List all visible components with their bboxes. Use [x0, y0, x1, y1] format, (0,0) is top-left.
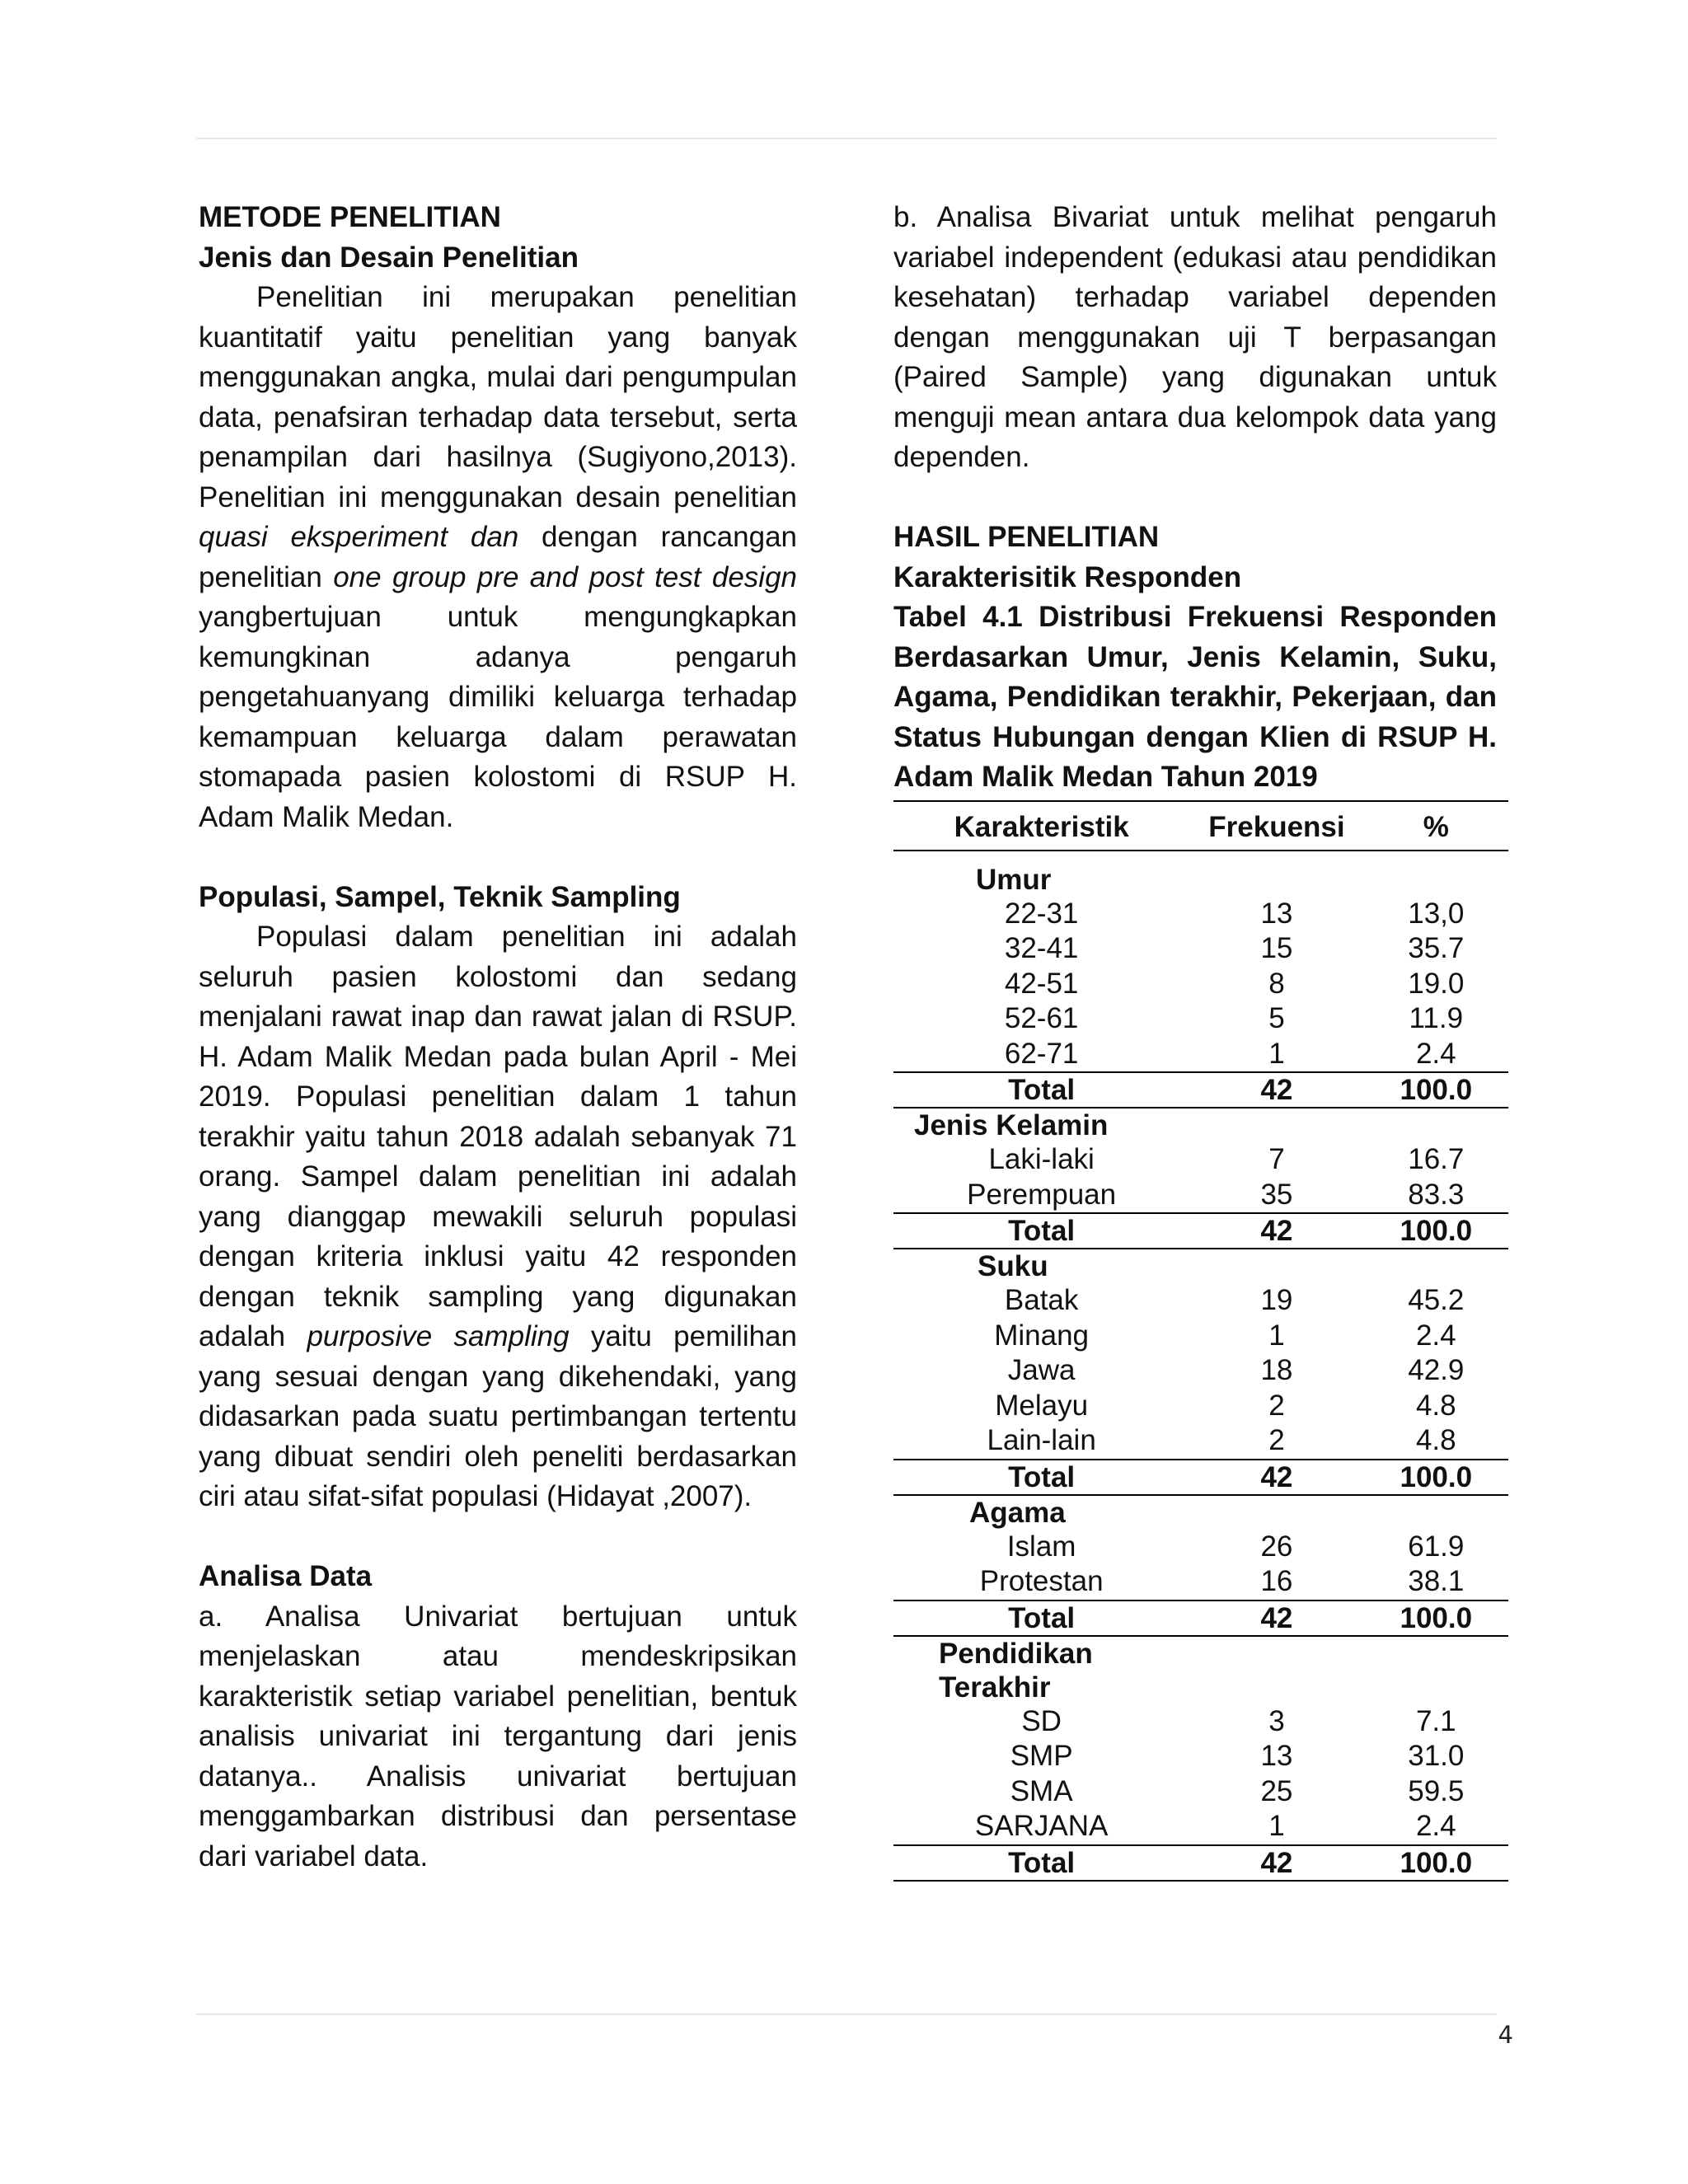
row-percent: 35.7: [1408, 932, 1465, 964]
total-row: [893, 1460, 1508, 1495]
group-row: [893, 1108, 1508, 1142]
analisa-bivariat-paragraph: b. Analisa Bivariat untuk melihat pengaruh variabel independent (edukasi atau pendidikan kesehatan) terhadap variabel dependen dengan menggunakan uji T berpasangan (Paired Sample) yang digunakan untuk menguji mean antara dua kelompok data yang dependen.: [893, 201, 1497, 473]
row-frequency: 13: [1260, 1740, 1293, 1772]
populasi-subheading: Populasi, Sampel, Teknik Sampling: [199, 880, 681, 913]
group-row: [893, 1495, 1508, 1530]
row-percent: 83.3: [1408, 1178, 1465, 1211]
table-row: [893, 1530, 1508, 1565]
table-row: [893, 1142, 1508, 1178]
row-category: 52-61: [1004, 1002, 1079, 1034]
total-percent: 100.0: [1364, 1213, 1508, 1249]
row-percent: 42.9: [1408, 1354, 1465, 1386]
total-frequency: 42: [1189, 1845, 1363, 1881]
row-frequency: 1: [1268, 1037, 1285, 1070]
row-category: SMA: [1010, 1774, 1073, 1807]
total-label: Total: [893, 1213, 1189, 1249]
total-percent: 100.0: [1364, 1460, 1508, 1495]
total-row: [893, 1213, 1508, 1249]
populasi-paragraph: Populasi dalam penelitian ini adalah seluruh pasien kolostomi dan sedang menjalani rawat inap dan rawat jalan di RSUP. H. Adam Malik Medan pada bulan April - Mei 2019. Populasi penelitian dalam 1 tahun terakhir yaitu tahun 2018 adalah sebanyak 71 orang. Sampel dalam penelitian ini adalah yang dianggap mewakili seluruh populasi dengan kriteria inklusi yaitu 42 responden dengan teknik sampling yang digunakan adalah purposive sampling yaitu pemilihan yang sesuai dengan yang dikehendaki, yang didasarkan pada suatu pertimbangan tertentu yang dibuat sendiri oleh peneliti berdasarkan ciri atau sifat-sifat populasi (Hidayat ,2007).: [199, 921, 797, 1512]
row-category: Minang: [994, 1319, 1090, 1352]
table-row: [893, 1423, 1508, 1460]
row-frequency: 1: [1268, 1810, 1285, 1842]
table-row: [893, 1037, 1508, 1073]
row-percent: 4.8: [1415, 1389, 1456, 1422]
row-frequency: 19: [1260, 1284, 1293, 1316]
total-percent: 100.0: [1364, 1601, 1508, 1636]
row-category: SMP: [1010, 1740, 1073, 1772]
total-row: [893, 1072, 1508, 1108]
row-category: Jawa: [1007, 1354, 1076, 1386]
group-label: Jenis Kelamin: [914, 1109, 1109, 1141]
row-percent: 38.1: [1408, 1565, 1465, 1597]
row-percent: 7.1: [1415, 1704, 1456, 1737]
table-row: [893, 897, 1508, 932]
group-row: [893, 1249, 1508, 1283]
total-frequency: 42: [1189, 1601, 1363, 1636]
row-percent: 2.4: [1415, 1319, 1456, 1352]
row-percent: 2.4: [1415, 1037, 1456, 1070]
row-percent: 61.9: [1408, 1530, 1465, 1563]
row-frequency: 13: [1260, 897, 1293, 930]
page-number: 4: [1498, 2021, 1513, 2049]
row-frequency: 3: [1268, 1704, 1285, 1737]
table-row: [893, 1739, 1508, 1774]
hasil-heading: HASIL PENELITIAN: [893, 521, 1160, 553]
row-frequency: 16: [1260, 1565, 1293, 1597]
row-frequency: 1: [1268, 1319, 1285, 1352]
row-category: 42-51: [1004, 967, 1079, 1000]
table-header-row: [893, 801, 1508, 851]
row-frequency: 8: [1268, 967, 1285, 1000]
jenis-subheading: Jenis dan Desain Penelitian: [199, 241, 579, 274]
row-percent: 4.8: [1415, 1424, 1456, 1456]
group-row: [893, 1636, 1508, 1704]
total-row: [893, 1845, 1508, 1881]
group-label: Agama: [969, 1496, 1066, 1529]
table-row: [893, 1283, 1508, 1319]
row-category: Melayu: [995, 1389, 1089, 1422]
row-frequency: 7: [1268, 1143, 1285, 1175]
table-row: [893, 1774, 1508, 1810]
total-percent: 100.0: [1364, 1845, 1508, 1881]
row-percent: 19.0: [1408, 967, 1465, 1000]
row-percent: 11.9: [1409, 1002, 1464, 1034]
jenis-paragraph: Penelitian ini merupakan penelitian kuantitatif yaitu penelitian yang banyak menggunakan angka, mulai dari pengumpulan data, penafsiran terhadap data tersebut, serta penampilan dari hasilnya (Sugiyono,2013). Penelitian ini menggunakan desain penelitian quasi eksperiment dan dengan rancangan penelitian one group pre and post test design yangbertujuan untuk mengungkapkan kemungkinan adanya pengaruh pengetahuanyang dimiliki keluarga terhadap kemampuan keluarga dalam perawatan stomapada pasien kolostomi di RSUP H. Adam Malik Medan.: [199, 281, 797, 833]
total-label: Total: [893, 1845, 1189, 1881]
row-percent: 13,0: [1408, 897, 1465, 930]
table-row: [893, 1001, 1508, 1037]
row-frequency: 18: [1260, 1354, 1293, 1386]
table-row: [893, 1353, 1508, 1389]
respondent-distribution-table: [893, 800, 1508, 1882]
right-column: [893, 198, 1497, 1882]
table-caption: Tabel 4.1 Distribusi Frekuensi Responden Berdasarkan Umur, Jenis Kelamin, Suku, Agama, Pendidikan terakhir, Pekerjaan, dan Status Hubungan dengan Klien di RSUP H. Adam Malik Medan Tahun 2019: [893, 601, 1497, 793]
header-karakteristik: Karakteristik: [893, 801, 1189, 851]
group-label: Pendidikan Terakhir: [939, 1637, 1093, 1704]
table-row: [893, 1389, 1508, 1424]
total-frequency: 42: [1189, 1072, 1363, 1108]
table-row: [893, 1704, 1508, 1740]
karakteristik-subheading: Karakterisitik Responden: [893, 560, 1242, 593]
group-row: [893, 863, 1508, 897]
group-label: Suku: [978, 1250, 1048, 1282]
row-category: 22-31: [1004, 897, 1079, 930]
total-frequency: 42: [1189, 1460, 1363, 1495]
footer-rule: [196, 2013, 1497, 2015]
row-frequency: 2: [1268, 1424, 1285, 1456]
row-category: 32-41: [1004, 932, 1079, 964]
row-category: Laki-laki: [988, 1143, 1095, 1175]
total-frequency: 42: [1189, 1213, 1363, 1249]
row-percent: 2.4: [1415, 1810, 1456, 1842]
table-row: [893, 1319, 1508, 1354]
analisa-subheading: Analisa Data: [199, 1560, 373, 1592]
row-category: 62-71: [1004, 1037, 1079, 1070]
total-label: Total: [893, 1460, 1189, 1495]
metode-heading: METODE PENELITIAN: [199, 201, 501, 233]
header-percent: %: [1364, 801, 1508, 851]
row-category: Islam: [1006, 1530, 1076, 1563]
header-frekuensi: Frekuensi: [1189, 801, 1363, 851]
total-label: Total: [893, 1072, 1189, 1108]
row-category: SARJANA: [974, 1810, 1109, 1842]
row-frequency: 35: [1260, 1178, 1293, 1211]
row-frequency: 26: [1260, 1530, 1293, 1563]
row-percent: 31.0: [1408, 1740, 1465, 1772]
left-column: [199, 198, 797, 1877]
table-body: [893, 851, 1508, 1881]
row-frequency: 25: [1260, 1774, 1293, 1807]
table-row: [893, 1178, 1508, 1214]
row-percent: 45.2: [1408, 1284, 1465, 1316]
table-row: [893, 931, 1508, 967]
row-category: Protestan: [979, 1565, 1104, 1597]
row-frequency: 2: [1268, 1389, 1285, 1422]
table-row: [893, 967, 1508, 1002]
total-percent: 100.0: [1364, 1072, 1508, 1108]
table-row: [893, 1809, 1508, 1845]
table-row: [893, 1564, 1508, 1601]
header-rule: [196, 138, 1497, 139]
analisa-univariat-paragraph: a. Analisa Univariat bertujuan untuk menjelaskan atau mendeskripsikan karakteristik setiap variabel penelitian, bentuk analisis univariat ini tergantung dari jenis datanya.. Analisis univariat bertujuan menggambarkan distribusi dan persentase dari variabel data.: [199, 1600, 797, 1872]
row-category: Batak: [1004, 1284, 1079, 1316]
row-category: Lain-lain: [987, 1424, 1096, 1456]
row-frequency: 15: [1260, 932, 1293, 964]
row-category: Perempuan: [967, 1178, 1117, 1211]
row-category: SD: [1021, 1704, 1062, 1737]
group-label: Umur: [976, 863, 1052, 896]
total-label: Total: [893, 1601, 1189, 1636]
row-frequency: 5: [1268, 1002, 1285, 1034]
row-percent: 59.5: [1408, 1774, 1465, 1807]
total-row: [893, 1601, 1508, 1636]
row-percent: 16.7: [1408, 1143, 1465, 1175]
